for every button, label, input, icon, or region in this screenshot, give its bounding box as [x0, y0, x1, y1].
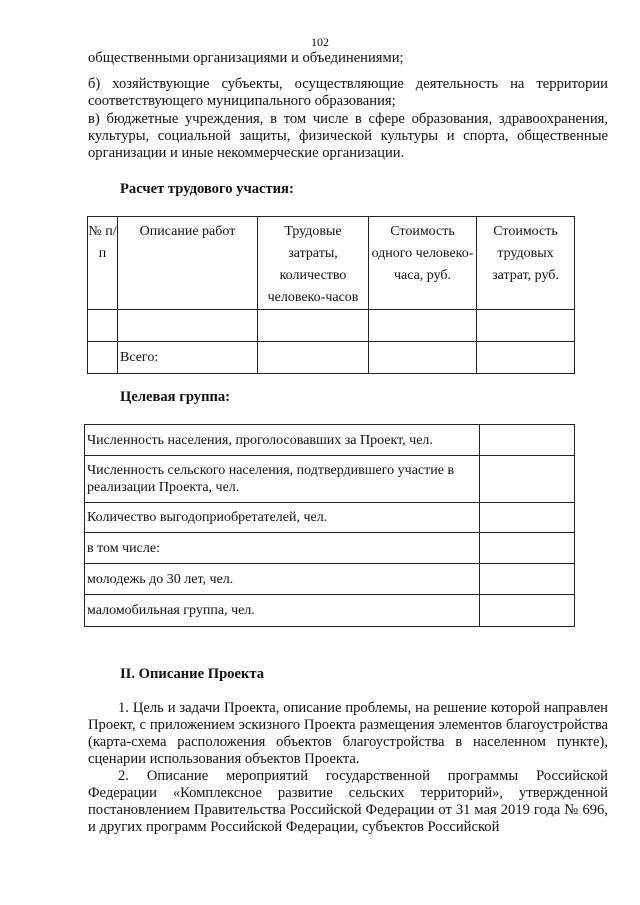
intro-line-b: б) хозяйствующие субъекты, осуществляющие деятельность на территории соответствующего муниципального образования; — [88, 76, 608, 109]
col-labor-hours-header: Трудовые затраты, количество человеко-часов — [258, 217, 369, 310]
labor-cost-table — [87, 216, 575, 374]
target-section-title: Целевая группа: — [120, 389, 231, 405]
intro-line-c: в) бюджетные учреждения, в том числе в сфере образования, здравоохранения, культуры, социальной защиты, физической культуры и спорта, общественные организации и иные некоммерческие организации. — [88, 111, 608, 161]
col-total-cost-header: Стоимость трудовых затрат, руб. — [477, 217, 575, 310]
target-row-label: маломобильная группа, чел. — [85, 595, 480, 627]
intro-line-a: общественными организациями и объединениями; — [88, 50, 404, 66]
target-row — [85, 425, 575, 456]
target-row-label: в том числе: — [85, 533, 480, 564]
col-description-header: Описание работ — [118, 217, 258, 310]
labor-table-header-row — [88, 217, 575, 310]
section-2-title: II. Описание Проекта — [120, 666, 265, 682]
target-group-table — [84, 424, 575, 627]
target-row-value — [480, 503, 575, 533]
section-2-paragraph-2: 2. Описание мероприятий государственной программы Российской Федерации «Комплексное развитие сельских территорий», утвержденной постановлением Правительства Российской Федерации от 31 мая 2019 года № 696, и других программ Российской Федерации, субъектов Российской — [88, 768, 608, 835]
target-row — [85, 456, 575, 503]
target-row-value — [480, 425, 575, 456]
target-row-value — [480, 533, 575, 564]
col-number-header: № п/п — [88, 217, 118, 310]
page-number: 102 — [311, 35, 329, 49]
target-row-label: молодежь до 30 лет, чел. — [85, 564, 480, 595]
target-row — [85, 595, 575, 627]
target-row-value — [480, 595, 575, 627]
labor-table-empty-row — [88, 310, 575, 342]
target-row — [85, 533, 575, 564]
target-row — [85, 503, 575, 533]
target-row-label: Количество выгодоприобретателей, чел. — [85, 503, 480, 533]
labor-section-title: Расчет трудового участия: — [120, 181, 294, 197]
col-hour-cost-header: Стоимость одного человеко-часа, руб. — [369, 217, 477, 310]
target-row-label: Численность сельского населения, подтвердившего участие в реализации Проекта, чел. — [85, 456, 480, 503]
target-row-value — [480, 456, 575, 503]
target-row-label: Численность населения, проголосовавших за Проект, чел. — [85, 425, 480, 456]
total-label: Всего: — [118, 342, 258, 374]
target-row-value — [480, 564, 575, 595]
labor-table-total-row — [88, 342, 575, 374]
target-row — [85, 564, 575, 595]
section-2-paragraph-1: 1. Цель и задачи Проекта, описание проблемы, на решение которой направлен Проект, с приложением эскизного Проекта размещения элементов благоустройства (карта-схема расположения объектов благоустройства в населенном пункте), сценарии использования объектов Проекта. — [88, 700, 608, 767]
